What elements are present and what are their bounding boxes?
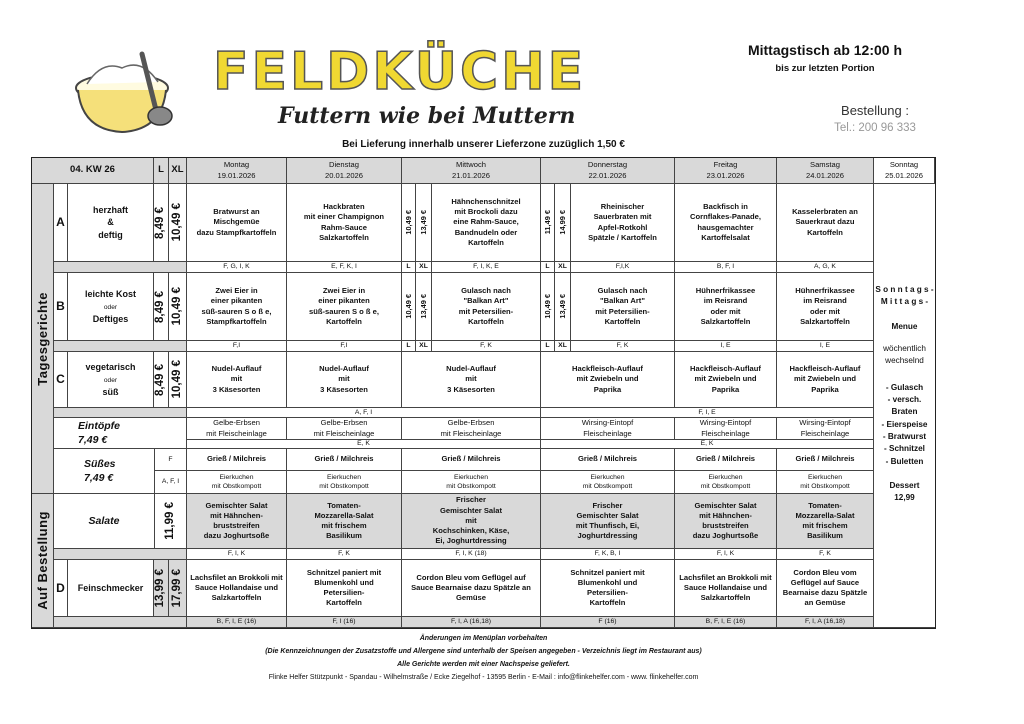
day-header-monday: Montag 19.01.2026 (187, 158, 287, 184)
row-d-price-l: 13,99 € (154, 560, 169, 617)
salate-allergen-tuesday: F, K (287, 549, 402, 560)
salate-label: Salate (54, 494, 155, 549)
row-b-thursday: Gulasch nach "Balkan Art" mit Petersilien- Kartoffeln (571, 273, 675, 341)
size-xl-header: XL (169, 158, 187, 184)
lunch-subtitle: bis zur letzten Portion (775, 63, 875, 74)
row-a-name: herzhaft & deftig (68, 184, 154, 262)
row-d-friday: Lachsfilet an Brokkoli mit Sauce Hollandaise und Salzkartoffeln (675, 560, 777, 617)
row-c-letter: C (54, 352, 68, 408)
footer-line-2: (Die Kennzeichnungen der Zusatzstoffe und Allergene sind unterhalb der Speisen angegeben - Verzeichnis liegt im Restaurant aus) (265, 648, 702, 655)
row-a-thursday: Rheinischer Sauerbraten mit Apfel-Rotkohl Spätzle / Kartoffeln (571, 184, 675, 262)
row-a-saturday: Kasselerbraten an Sauerkraut dazu Kartoffeln (777, 184, 874, 262)
suesses-line2-monday: Eierkuchen mit Obstkompott (187, 471, 287, 494)
row-b-saturday: Hühnerfrikassee im Reisrand oder mit Salzkartoffeln (777, 273, 874, 341)
row-c-allergen-right: F, I, E (541, 408, 874, 418)
menu-table (31, 157, 936, 629)
day-header-wednesday: Mittwoch 21.01.2026 (402, 158, 541, 184)
row-b-allergen-monday: F,I (187, 341, 287, 352)
row-a-allergen-thu-xl: XL (555, 262, 571, 273)
row-a-allergen-spacer (54, 262, 187, 273)
row-c-friday: Hackfleisch-Auflauf mit Zwiebeln und Paprika (675, 352, 777, 408)
row-c-monday: Nudel-Auflauf mit 3 Käsesorten (187, 352, 287, 408)
row-b-name: leichte Kost oder Deftiges (68, 273, 154, 341)
row-a-price-xl: 10,49 € (169, 184, 187, 262)
row-d-allergen-spacer (54, 617, 187, 628)
row-a-allergen-thursday: F,I,K (571, 262, 675, 273)
row-a-thu-price-l: 11,49 € (541, 184, 555, 262)
salate-allergen-saturday: F, K (777, 549, 874, 560)
salate-thursday: Frischer Gemischter Salat mit Thunfisch, Ei, Joghurtdressing (541, 494, 675, 549)
row-a-allergen-wednesday: F, I, K, E (432, 262, 541, 273)
row-d-allergen-friday: B, F, I, E (16) (675, 617, 777, 628)
row-d-allergen-thursday: F (16) (541, 617, 675, 628)
row-d-allergen-tuesday: F, I (16) (287, 617, 402, 628)
row-b-friday: Hühnerfrikassee im Reisrand oder mit Salzkartoffeln (675, 273, 777, 341)
order-label: Bestellung : (841, 103, 909, 118)
sunday-menu (874, 184, 935, 628)
salate-allergen-wednesday: F, I, K (18) (402, 549, 541, 560)
row-d-monday: Lachsfilet an Brokkoli mit Sauce Hollandaise und Salzkartoffeln (187, 560, 287, 617)
suesses-line1-tuesday: Grieß / Milchreis (287, 449, 402, 471)
row-a-price-l: 8,49 € (154, 184, 169, 262)
row-c-tuesday: Nudel-Auflauf mit 3 Käsesorten (287, 352, 402, 408)
row-d-thursday: Schnitzel paniert mit Blumenkohl und Petersilien- Kartoffeln (541, 560, 675, 617)
row-b-thu-price-l: 10,49 € (541, 273, 555, 341)
row-c-allergen-left: A, F, I (187, 408, 541, 418)
row-a-wednesday: Hähnchenschnitzel mit Brockoli dazu eine Rahm-Sauce, Bandnudeln oder Kartoffeln (432, 184, 541, 262)
row-c-name: vegetarisch oder süß (68, 352, 154, 408)
sunday-subtitle: wöchentlich wechselnd (883, 344, 926, 366)
row-a-friday: Backfisch in Cornflakes-Panade, hausgemachter Kartoffelsalat (675, 184, 777, 262)
footer-line-4: Flinke Helfer Stützpunkt - Spandau - Wilhelmstraße / Ecke Ziegelhof - 13595 Berlin - E-Mail : info@flinkehelfer.com - www. flinkehelfer.com (268, 674, 699, 681)
salate-allergen-spacer (54, 549, 187, 560)
row-a-tuesday: Hackbraten mit einer Champignon Rahm-Sauce Salzkartoffeln (287, 184, 402, 262)
row-a-wed-price-xl: 13,49 € (416, 184, 432, 262)
row-c-allergen-spacer (54, 408, 187, 418)
suesses-line1-friday: Grieß / Milchreis (675, 449, 777, 471)
sunday-dessert-label: Dessert (889, 480, 920, 490)
row-a-allergen-friday: B, F, I (675, 262, 777, 273)
row-c-price-xl: 10,49 € (169, 352, 187, 408)
row-b-allergen-tuesday: F,I (287, 341, 402, 352)
salate-saturday: Tomaten- Mozzarella-Salat mit frischem Basilikum (777, 494, 874, 549)
logo-bowl-icon (72, 50, 184, 138)
row-b-letter: B (54, 273, 68, 341)
row-a-monday: Bratwurst an Mischgemüe dazu Stampfkartoffeln (187, 184, 287, 262)
eintoepfe-friday: Wirsing-Eintopf Fleischeinlage (675, 418, 777, 440)
salate-friday: Gemischter Salat mit Hähnchen- bruststreifen dazu Joghurtsoße (675, 494, 777, 549)
row-b-allergen-spacer (54, 341, 187, 352)
row-b-wed-price-l: 10,49 € (402, 273, 416, 341)
eintoepfe-wednesday: Gelbe-Erbsen mit Fleischeinlage (402, 418, 541, 440)
row-d-tuesday: Schnitzel paniert mit Blumenkohl und Petersilien- Kartoffeln (287, 560, 402, 617)
salate-tuesday: Tomaten- Mozzarella-Salat mit frischem Basilikum (287, 494, 402, 549)
row-c-wednesday: Nudel-Auflauf mit 3 Käsesorten (402, 352, 541, 408)
row-c-price-l: 8,49 € (154, 352, 169, 408)
row-b-monday: Zwei Eier in einer pikanten süß-sauren S o ß e, Stampfkartoffeln (187, 273, 287, 341)
suesses-line2-thursday: Eierkuchen mit Obstkompott (541, 471, 675, 494)
suesses-label: Süßes 7,49 € (54, 449, 155, 494)
footer-line-3: Alle Gerichte werden mit einer Nachspeise geliefert. (397, 661, 570, 668)
sunday-dessert-price: 12,99 (894, 493, 915, 503)
row-b-allergen-friday: I, E (675, 341, 777, 352)
row-b-wed-price-xl: 13,49 € (416, 273, 432, 341)
row-d-allergen-saturday: F, I, A (16,18) (777, 617, 874, 628)
size-l-header: L (154, 158, 169, 184)
row-b-allergen-thu-l: L (541, 341, 555, 352)
salate-allergen-thursday: F, K, B, I (541, 549, 675, 560)
row-b-allergen-wednesday: F, K (432, 341, 541, 352)
row-d-price-xl: 17,99 € (169, 560, 187, 617)
row-d-allergen-monday: B, F, I, E (16) (187, 617, 287, 628)
day-header-thursday: Donnerstag 22.01.2026 (541, 158, 675, 184)
sunday-title: S o n n t a g s - M i t t a g s - Menue (875, 285, 934, 331)
brand-name: FELDKÜCHE (213, 42, 587, 102)
suesses-line2-wednesday: Eierkuchen mit Obstkompott (402, 471, 541, 494)
row-a-allergen-saturday: A, G, K (777, 262, 874, 273)
row-b-allergen-thu-xl: XL (555, 341, 571, 352)
row-d-wednesday: Cordon Bleu vom Geflügel auf Sauce Bearnaise dazu Spätzle an Gemüse (402, 560, 541, 617)
suesses-line1-monday: Grieß / Milchreis (187, 449, 287, 471)
eintoepfe-saturday: Wirsing-Eintopf Fleischeinlage (777, 418, 874, 440)
row-a-allergen-wed-xl: XL (416, 262, 432, 273)
eintoepfe-monday: Gelbe-Erbsen mit Fleischeinlage (187, 418, 287, 440)
sunday-items: - Gulasch - versch. Braten - Eierspeise - Bratwurst - Schnitzel - Buletten (881, 382, 928, 466)
section-auf-bestellung: Auf Bestellung (32, 494, 54, 628)
salate-monday: Gemischter Salat mit Hähnchen- bruststreifen dazu Joghurtsoße (187, 494, 287, 549)
suesses-allergen-1: F (155, 449, 187, 471)
suesses-line1-saturday: Grieß / Milchreis (777, 449, 874, 471)
day-header-sunday: Sonntag 25.01.2026 (874, 158, 935, 184)
eintoepfe-tuesday: Gelbe-Erbsen mit Fleischeinlage (287, 418, 402, 440)
row-d-name: Feinschmecker (68, 560, 154, 617)
eintoepfe-allergen-right: E, K (541, 440, 874, 449)
row-d-allergen-wednesday: F, I, A (16,18) (402, 617, 541, 628)
suesses-line1-thursday: Grieß / Milchreis (541, 449, 675, 471)
row-b-thu-price-xl: 13,49 € (555, 273, 571, 341)
row-a-allergen-tuesday: E, F, K, I (287, 262, 402, 273)
row-b-allergen-wed-l: L (402, 341, 416, 352)
week-label: 04. KW 26 (32, 158, 154, 184)
row-b-price-xl: 10,49 € (169, 273, 187, 341)
eintoepfe-allergen-left: E, K (187, 440, 541, 449)
row-a-allergen-thu-l: L (541, 262, 555, 273)
suesses-line2-tuesday: Eierkuchen mit Obstkompott (287, 471, 402, 494)
day-header-friday: Freitag 23.01.2026 (675, 158, 777, 184)
delivery-note: Bei Lieferung innerhalb unserer Lieferzone zuzüglich 1,50 € (342, 139, 625, 150)
lunch-title: Mittagstisch ab 12:00 h (747, 42, 903, 58)
eintoepfe-label: Eintöpfe 7,49 € (54, 418, 187, 449)
salate-allergen-monday: F, I, K (187, 549, 287, 560)
row-b-price-l: 8,49 € (154, 273, 169, 341)
day-header-saturday: Samstag 24.01.2026 (777, 158, 874, 184)
row-a-allergen-wed-l: L (402, 262, 416, 273)
eintoepfe-thursday: Wirsing-Eintopf Fleischeinlage (541, 418, 675, 440)
footer-line-1: Änderungen im Menüplan vorbehalten (419, 635, 548, 642)
brand-slogan: Futtern wie bei Muttern (278, 103, 576, 129)
row-a-allergen-monday: F, G, I, K (187, 262, 287, 273)
day-header-tuesday: Dienstag 20.01.2026 (287, 158, 402, 184)
salate-wednesday: Frischer Gemischter Salat mit Kochschinken, Käse, Ei, Joghurtdressing (402, 494, 541, 549)
order-phone[interactable]: Tel.: 200 96 333 (834, 122, 916, 134)
row-b-tuesday: Zwei Eier in einer pikanten süß-sauren S o ß e, Kartoffeln (287, 273, 402, 341)
row-b-allergen-saturday: I, E (777, 341, 874, 352)
row-b-allergen-thursday: F, K (571, 341, 675, 352)
row-a-thu-price-xl: 14,99 € (555, 184, 571, 262)
row-c-thursday: Hackfleisch-Auflauf mit Zwiebeln und Paprika (541, 352, 675, 408)
row-a-wed-price-l: 10,49 € (402, 184, 416, 262)
row-c-saturday: Hackfleisch-Auflauf mit Zwiebeln und Paprika (777, 352, 874, 408)
row-d-letter: D (54, 560, 68, 617)
suesses-line2-friday: Eierkuchen mit Obstkompott (675, 471, 777, 494)
salate-allergen-friday: F, I, K (675, 549, 777, 560)
row-d-saturday: Cordon Bleu vom Geflügel auf Sauce Bearnaise dazu Spätzle an Gemüse (777, 560, 874, 617)
section-tagesgerichte: Tagesgerichte (32, 184, 54, 494)
salate-price: 11,99 € (155, 494, 187, 549)
row-b-wednesday: Gulasch nach "Balkan Art" mit Petersilien- Kartoffeln (432, 273, 541, 341)
row-a-letter: A (54, 184, 68, 262)
suesses-line1-wednesday: Grieß / Milchreis (402, 449, 541, 471)
suesses-allergen-2: A, F, I (155, 471, 187, 494)
suesses-line2-saturday: Eierkuchen mit Obstkompott (777, 471, 874, 494)
row-b-allergen-wed-xl: XL (416, 341, 432, 352)
